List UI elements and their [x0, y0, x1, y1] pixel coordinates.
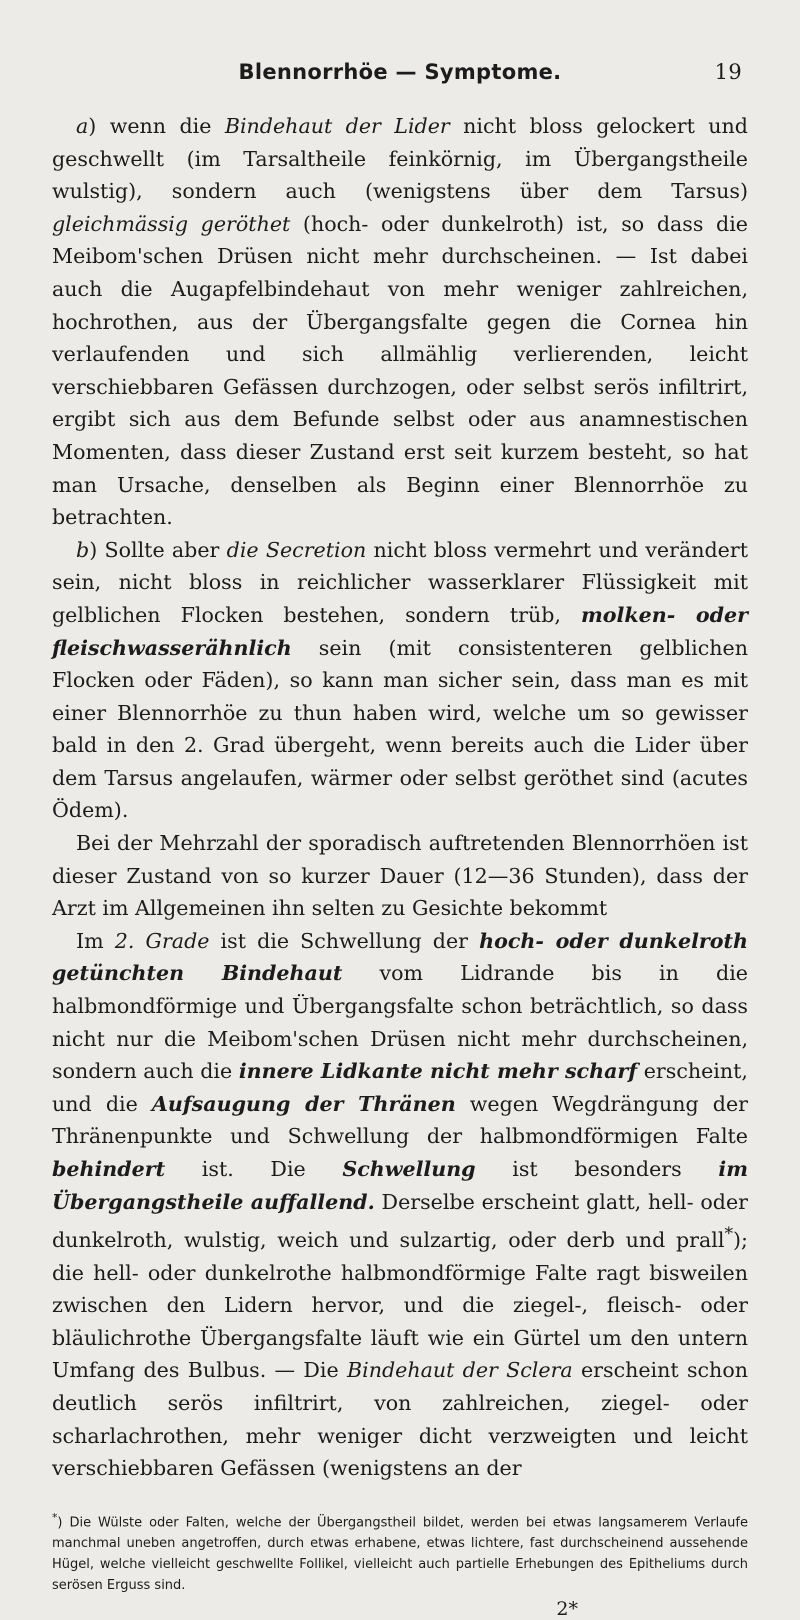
running-header — [52, 60, 748, 90]
main-text — [52, 110, 748, 1485]
emphasis: die Secretion — [226, 537, 367, 562]
paragraph-duration — [52, 827, 748, 925]
text-span: ist. Die — [165, 1157, 343, 1181]
text-span: Derselbe erscheint glatt, hell- oder dunkelroth, wulstig, weich und sulzartig, oder derb und prall — [52, 1189, 748, 1253]
paragraph-a — [52, 110, 748, 534]
strong-emphasis: Aufsaugung der Thränen — [151, 1091, 456, 1116]
text-span: sein (mit consistenteren gelblichen Flocken oder Fäden), so kann man sicher sein, dass man es mit einer Blennorrhöe zu thun haben wird, welche um so gewisser bald in den 2. Grad übergeht, wenn bereits auch die Lider über dem Tarsus angelaufen, wärmer oder selbst geröthet sind (acutes Ödem). — [52, 635, 748, 823]
text-span: ) Sollte aber — [89, 537, 227, 562]
text-span: wegen Wegdrängung der Thränenpunkte und Schwellung der halbmondförmigen Falte — [52, 1091, 748, 1149]
text-span: ist die Schwellung der — [209, 928, 480, 953]
emphasis: Bindehaut der Sclera — [346, 1358, 573, 1383]
text-span: Im — [76, 928, 115, 953]
text-span: ); die hell- oder dunkelrothe halbmondförmige Falte ragt bisweilen zwischen den Lidern hervor, und die ziegel-, fleisch- oder bläulichrothe Übergangsfalte läuft wie ein Gürtel um den untern Umfang des Bulbus. — Die — [52, 1228, 748, 1383]
strong-emphasis: im Übergangstheile auffallend. — [52, 1157, 748, 1214]
text-span: erscheint schon deutlich serös infiltrirt, von zahlreichen, ziegel- oder scharlachrothen, mehr weniger dicht verzweigten und leicht verschiebbaren Gefässen (wenigstens an der — [52, 1358, 748, 1481]
running-title: Blennorrhöe — Symptome. — [238, 60, 562, 84]
footnote-reference: * — [724, 1224, 734, 1245]
paragraph-b — [52, 534, 748, 827]
emphasis: Bindehaut der Lider — [224, 114, 450, 138]
text-span: ) wenn die — [88, 114, 225, 138]
strong-emphasis: molken- oder fleischwasserähnlich — [52, 602, 748, 660]
emphasis: 2. Grade — [114, 928, 210, 953]
footnote-mark: * — [52, 1510, 58, 1524]
item-letter-a: a — [76, 114, 89, 138]
text-span: Bei der Mehrzahl der sporadisch auftretenden Blennorrhöen ist dieser Zustand von so kurzer Dauer (12—36 Stunden), dass der Arzt im Allgemeinen ihn selten zu Gesichte bekommt — [52, 831, 748, 921]
text-span: ist besonders — [475, 1157, 719, 1181]
text-span: erscheint, und die — [52, 1059, 748, 1116]
strong-emphasis: behindert — [52, 1157, 166, 1181]
text-span: nicht bloss gelockert und geschwellt (im Tarsaltheile feinkörnig, im Übergangstheile wulstig), sondern auch (wenigstens über dem Tarsus) — [52, 114, 748, 204]
emphasis: gleichmässig geröthet — [52, 211, 291, 236]
text-span: nicht bloss vermehrt und verändert sein, nicht bloss in reichlicher wasserklarer Flüssigkeit mit gelblichen Flocken bestehen, sondern trüb, — [52, 537, 748, 627]
footnote-text: ) Die Wülste oder Falten, welche der Übergangstheil bildet, werden bei etwas langsamerem Verlaufe manchmal uneben angetroffen, durch etwas erhabene, etwas lichtere, fast durchscheinend aussehende Hügel, welche vielleicht geschwellte Follikel, vielleicht auch partielle Erhebungen des Epitheliums durch serösen Erguss sind. — [52, 1515, 748, 1594]
text-span: vom Lidrande bis in die halbmondförmige und Übergangsfalte schon beträchtlich, so dass nicht nur die Meibom'schen Drüsen nicht mehr durchscheinen, sondern auch die — [52, 961, 748, 1084]
footnote — [52, 1507, 748, 1596]
text-span: (hoch- oder dunkelroth) ist, so dass die Meibom'schen Drüsen nicht mehr durchscheinen. — Ist dabei auch die Augapfelbindehaut von mehr weniger zahlreichen, hochrothen, aus der Übergangsfalte gegen die Cornea hin verlaufenden und sich allmählig verlierenden, leicht verschiebbaren Gefässen durchzogen, oder selbst serös infiltrirt, ergibt sich aus dem Befunde selbst oder aus anamnestischen Momenten, dass dieser Zustand erst seit kurzem besteht, so hat man Ursache, denselben als Beginn einer Blennorrhöe zu betrachten. — [52, 211, 748, 530]
page-number: 19 — [714, 60, 742, 84]
strong-emphasis: hoch- oder dunkelroth getünchten Bindehaut — [52, 928, 749, 986]
strong-emphasis: innere Lidkante nicht mehr scharf — [238, 1059, 638, 1084]
item-letter-b: b — [76, 537, 90, 562]
signature-mark: 2* — [556, 1598, 578, 1620]
strong-emphasis: Schwellung — [342, 1157, 476, 1181]
paragraph-second-grade — [52, 925, 748, 1485]
